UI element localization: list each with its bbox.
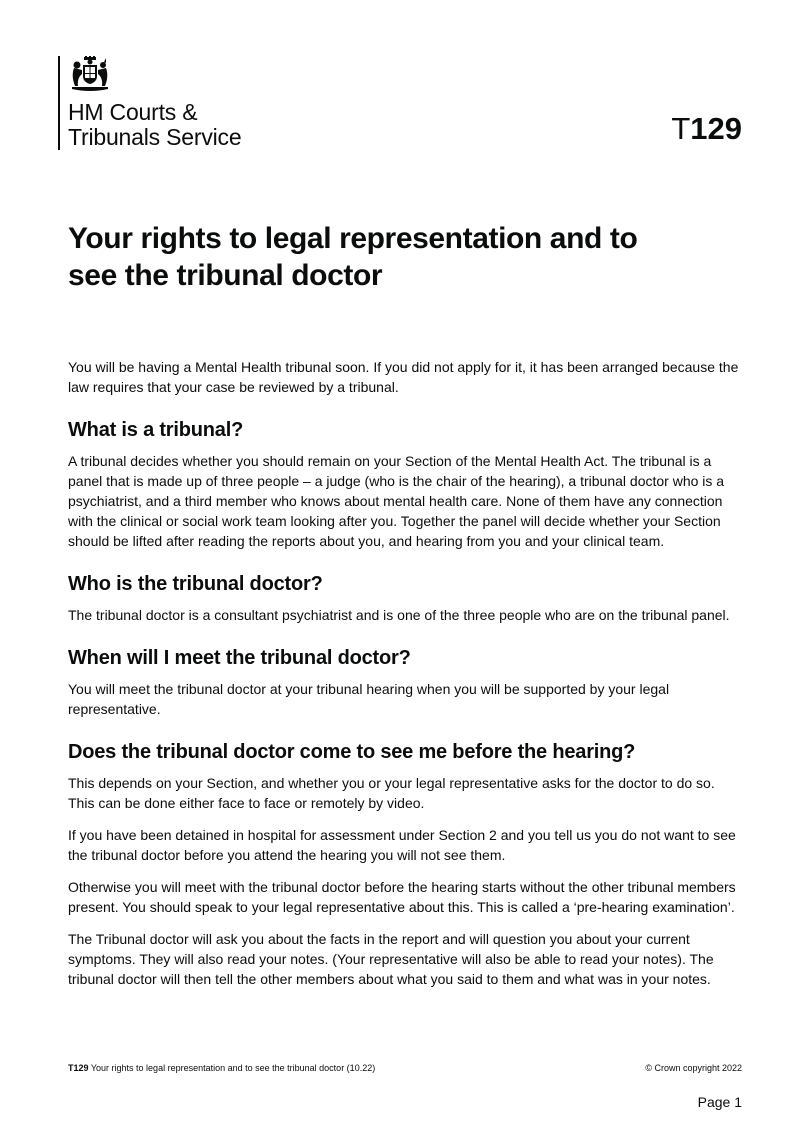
section-heading-when-will-i-meet-the-doctor: When will I meet the tribunal doctor?: [68, 647, 411, 669]
form-code: [671, 112, 742, 146]
organisation-name: [68, 100, 241, 150]
section-paragraph: A tribunal decides whether you should remain on your Section of the Mental Health Act. The tribunal is a panel that is made up of three people – a judge (who is the chair of the hearing), a tribunal doctor who is a psychiatrist, and a third member who knows about mental health care. None of them have any connection with the clinical or social work team looking after you. Together the panel will decide whether your Section should be lifted after reading the reports about you, and hearing from you and your clinical team.: [68, 453, 725, 549]
organisation-name-line-2: Tribunals Service: [68, 124, 242, 150]
section-paragraph: The Tribunal doctor will ask you about the facts in the report and will question you about your current symptoms. They will also read your notes. (Your representative will also be able to read your notes). The tribunal doctor will then tell the other members about what you said to them and what was in your notes.: [68, 931, 714, 987]
document-body: [68, 357, 740, 989]
form-code-number: 129: [690, 111, 742, 146]
section-heading-what-is-a-tribunal: What is a tribunal?: [68, 419, 244, 441]
intro-paragraph: You will be having a Mental Health tribunal soon. If you did not apply for it, it has been arranged because the law requires that your case be reviewed by a tribunal.: [68, 359, 739, 395]
section-paragraph: The tribunal doctor is a consultant psychiatrist and is one of the three people who are on the tribunal panel.: [68, 607, 730, 623]
section-paragraph: This depends on your Section, and whether you or your legal representative asks for the doctor to do so. This can be done either face to face or remotely by video.: [68, 775, 715, 811]
section-paragraph: Otherwise you will meet with the tribunal doctor before the hearing starts without the other tribunal members present. You should speak to your legal representative about this. This is called a ‘pre-hearing examination’.: [68, 879, 736, 915]
royal-coat-of-arms-icon: [68, 56, 112, 92]
section-paragraph: You will meet the tribunal doctor at your tribunal hearing when you will be supported by your legal representative.: [68, 681, 670, 717]
form-code-prefix: T: [671, 111, 691, 146]
page-title-line-1: Your rights to legal representation and to: [68, 222, 638, 255]
page-number: Page 1: [697, 1094, 742, 1110]
footer-form-reference: [68, 1061, 375, 1075]
footer-form-title: Your rights to legal representation and to see the tribunal doctor (10.22): [88, 1063, 376, 1073]
organisation-name-line-1: HM Courts &: [68, 99, 198, 125]
footer-form-code: T129: [68, 1063, 89, 1073]
section-heading-who-is-the-tribunal-doctor: Who is the tribunal doctor?: [68, 573, 323, 595]
logo-rule: [58, 56, 60, 150]
page-title: [68, 220, 708, 294]
page-title-line-2: see the tribunal doctor: [68, 259, 383, 292]
section-heading-doctor-visit-before-hearing: Does the tribunal doctor come to see me before the hearing?: [68, 741, 636, 763]
section-paragraph: If you have been detained in hospital for assessment under Section 2 and you tell us you do not want to see the tribunal doctor before you attend the hearing you will not see them.: [68, 827, 736, 863]
footer-copyright: © Crown copyright 2022: [645, 1063, 742, 1073]
